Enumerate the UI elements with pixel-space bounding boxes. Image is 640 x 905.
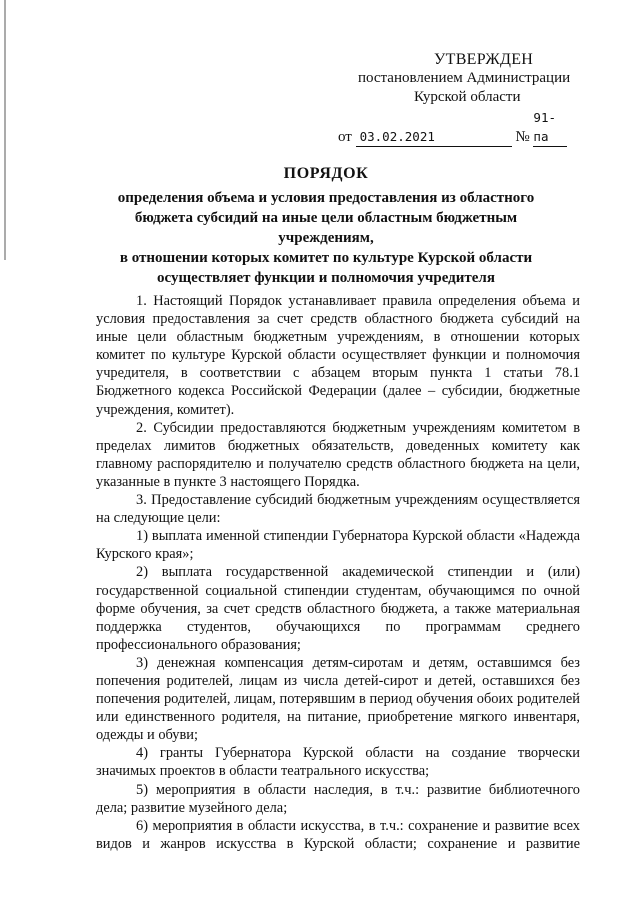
approval-number: 91-па — [533, 108, 567, 147]
title-line: бюджета субсидий на иные цели областным бюджетным учреждениям, — [134, 210, 518, 246]
approval-line-2: Курской области — [414, 89, 521, 105]
date-prefix: от — [338, 129, 352, 145]
number-prefix: № — [515, 129, 530, 145]
paragraph-2: 2. Субсидии предоставляются бюджетным учреждениям комитетом в пределах лимитов бюджетных обязательств, доведенных комитету как главному распорядителю и получателю средств областного бюджета на цели, указанные в пункте 3 настоящего Порядка. — [96, 419, 580, 490]
approval-heading: УТВЕРЖДЕН — [434, 51, 534, 68]
paragraph-1: 1. Настоящий Порядок устанавливает правила определения объема и условия предоставления за счет средств областного бюджета субсидий на иные цели областным бюджетным учреждениям, в отношении которых комитет по культуре Курской области осуществляет функции и полномочия учредителя, в соответствии с абзацем вторым пункта 1 статьи 78.1 Бюджетного кодекса Российской Федерации (далее – субсидии, бюджетные учреждения, комитет). — [96, 293, 580, 418]
document-body — [96, 292, 580, 853]
approval-block — [338, 50, 598, 147]
document-title — [96, 164, 556, 288]
list-item-6: 6) мероприятия в области искусства, в т.ч.: сохранение и развитие всех видов и жанров искусства в Курской области; сохранение и развитие — [96, 817, 580, 852]
title-line: определения объема и условия предоставления из областного — [117, 190, 535, 206]
approval-line-1: постановлением Администрации — [358, 70, 571, 86]
page-edge-mark — [4, 0, 6, 260]
approval-date: 03.02.2021 — [356, 127, 512, 147]
list-item-4: 4) гранты Губернатора Курской области на создание творчески значимых проектов в области театрального искусства; — [96, 745, 580, 780]
title-line: в отношении которых комитет по культуре Курской области — [119, 250, 533, 266]
paragraph-3: 3. Предоставление субсидий бюджетным учреждениям осуществляется на следующие цели: — [96, 492, 580, 527]
title-line: осуществляет функции и полномочия учредителя — [157, 270, 495, 286]
approval-date-line — [338, 108, 598, 147]
list-item-3: 3) денежная компенсация детям-сиротам и детям, оставшимся без попечения родителей, лицам из числа детей-сирот и детей, оставшихся без попечения родителей, лицам, потерявшим в период обучения обоих родителей или единственного родителя, на питание, приобретение мягкого инвентаря, одежды и обуви; — [96, 654, 580, 744]
list-item-1: 1) выплата именной стипендии Губернатора Курской области «Надежда Курского края»; — [96, 528, 580, 563]
list-item-2: 2) выплата государственной академической стипендии и (или) государственной социальной стипендии студентам, обучающимся по очной форме обучения, за счет средств областного бюджета, а также материальная поддержка студентов, обучающихся по программам среднего профессионального образования; — [96, 564, 580, 653]
list-item-5: 5) мероприятия в области наследия, в т.ч.: развитие библиотечного дела; развитие музейного дела; — [96, 781, 580, 816]
title-heading: ПОРЯДОК — [283, 165, 369, 182]
